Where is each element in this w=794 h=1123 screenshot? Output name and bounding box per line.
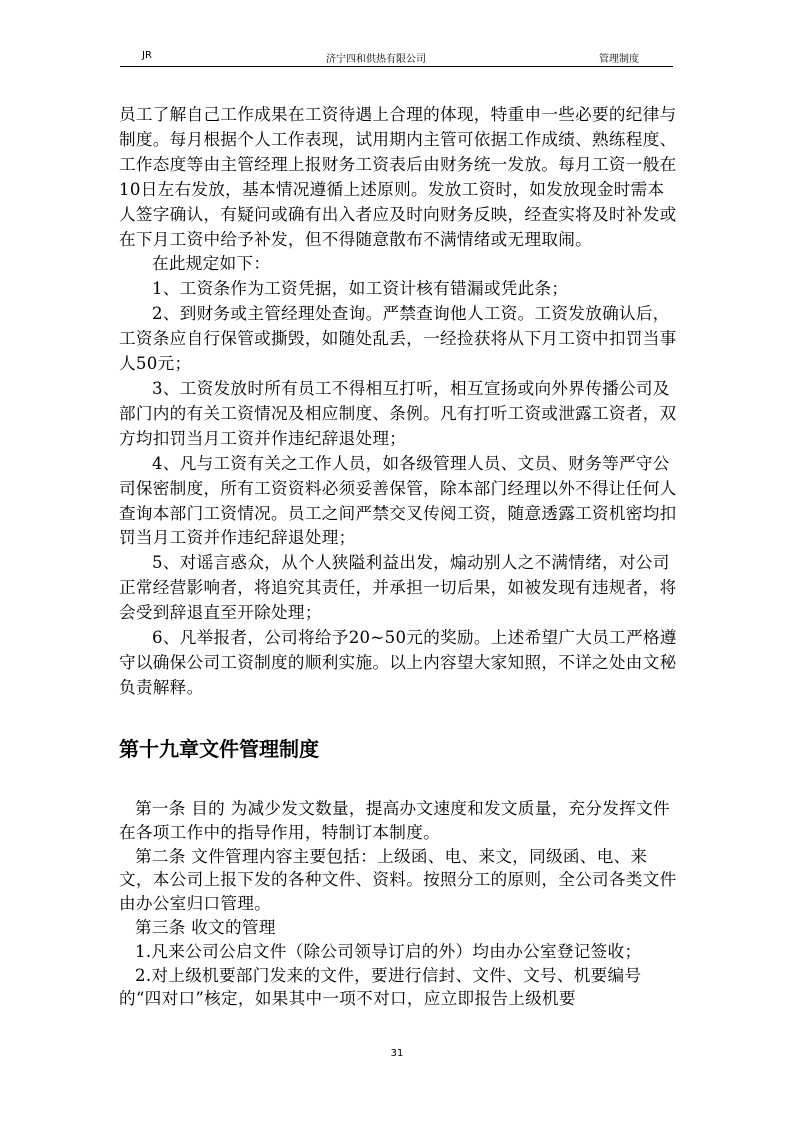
list-item: 2、到财务或主管经理处查询。严禁查询他人工资。工资发放确认后，工资条应自行保管或撕毁，如随处乱丢，一经捡获将从下月工资中扣罚当事人50元； [119, 304, 677, 374]
section-salary-rules [119, 103, 679, 701]
list-item: 6、凡举报者，公司将给予20~50元的奖励。上述希望广大员工严格遵守以确保公司工资制度的顺利实施。以上内容望大家知照，不详之处由文秘负责解释。 [119, 628, 677, 697]
header-left: JR [142, 50, 152, 61]
list-item: 4、凡与工资有关之工作人员，如各级管理人员、文员、财务等严守公司保密制度，所有工资资料必须妥善保管，除本部门经理以外不得让任何人查询本部门工资情况。员工之间严禁交叉传阅工资，随意透露工资机密均扣罚当月工资并作违纪辞退处理； [119, 453, 677, 548]
list-item: 3、工资发放时所有员工不得相互打听，相互宣扬或向外界传播公司及部门内的有关工资情况及相应制度、条例。凡有打听工资或泄露工资者，双方均扣罚当月工资并作违纪辞退处理； [119, 378, 677, 448]
paragraph: 员工了解自己工作成果在工资待遇上合理的体现，特重申一些必要的纪律与制度。每月根据个人工作表现，试用期内主管可依据工作成绩、熟练程度、工作态度等由主管经理上报财务工资表后由财务统一发放。每月工资一般在10日左右发放，基本情况遵循上述原则。发放工资时，如发放现金时需本人签字确认，有疑问或确有出入者应及时向财务反映，经查实将及时补发或在下月工资中给予补发，但不得随意散布不满情绪或无理取闹。 [119, 105, 677, 249]
page-header [120, 46, 673, 67]
list-item: 1.凡来公司公启文件（除公司领导订启的外）均由办公室登记签收； [135, 941, 642, 961]
header-company-name: 济宁四和供热有限公司 [326, 54, 426, 65]
article-1: 第一条 目的 为减少发文数量，提高办文速度和发文质量，充分发挥文件在各项工作中的指导作用，特制订本制度。 [119, 799, 670, 842]
paragraph: 在此规定如下： [152, 254, 271, 274]
section-document-management [119, 797, 679, 1011]
list-item: 1、工资条作为工资凭据，如工资计核有错漏或凭此条； [152, 279, 569, 299]
chapter-title: 第十九章文件管理制度 [119, 737, 319, 761]
article-3-heading: 第三条 收文的管理 [135, 917, 276, 937]
list-item: 5、对谣言惑众，从个人狭隘利益出发，煽动别人之不满情绪，对公司正常经营影响者，将追究其责任，并承担一切后果，如被发现有违规者，将会受到辞退直至开除处理； [119, 553, 677, 623]
list-item: 2.对上级机要部门发来的文件，要进行信封、文件、文号、机要编号的“四对口”核定，如果其中一项不对口，应立即报告上级机要 [119, 965, 642, 1009]
page-number: 31 [390, 1048, 404, 1059]
header-doc-title: 管理制度 [599, 54, 639, 65]
article-2: 第二条 文件管理内容主要包括：上级函、电、来文，同级函、电、来文，本公司上报下发的各种文件、资料。按照分工的原则，全公司各类文件由办公室归口管理。 [119, 846, 677, 914]
